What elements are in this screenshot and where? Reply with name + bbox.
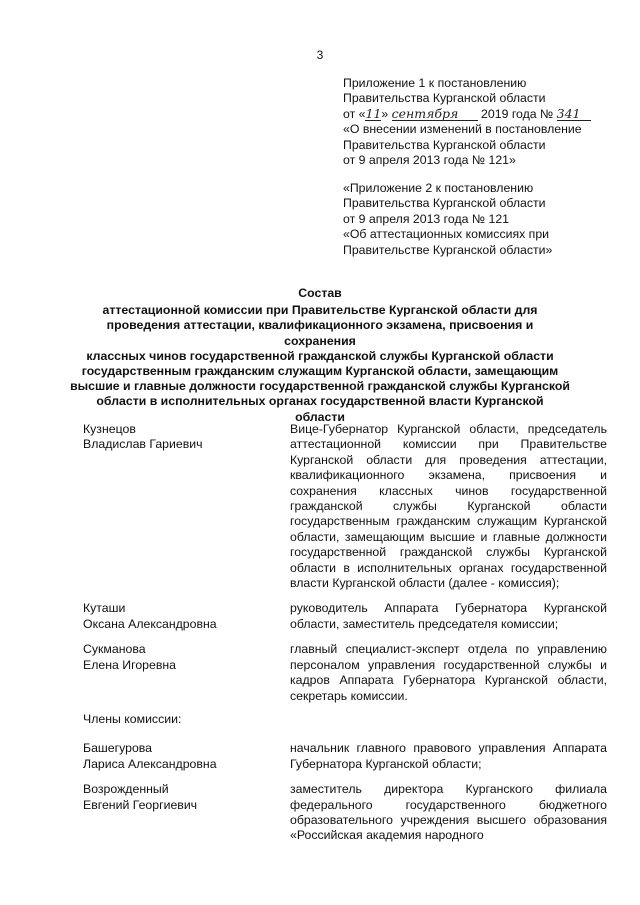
title-line1: Состав bbox=[298, 286, 342, 300]
member-surname: Кузнецов bbox=[83, 422, 136, 436]
title-line4: классных чинов государственной гражданской службы Курганской области bbox=[86, 348, 554, 363]
page-number: 3 bbox=[316, 48, 324, 62]
member-name bbox=[83, 782, 290, 844]
appendix-2-header bbox=[343, 181, 613, 258]
member-position: руководитель Аппарата Губернатора Курганской области, заместитель председателя комиссии; bbox=[290, 601, 607, 631]
members-label: Члены комиссии: bbox=[83, 711, 182, 726]
handwritten-day: 11 bbox=[365, 105, 382, 121]
member-given-name: Елена Игоревна bbox=[83, 657, 176, 672]
appendix-1-line4: «О внесении изменений в постановление bbox=[343, 122, 582, 137]
member-surname: Башегурова bbox=[83, 741, 153, 756]
member-row bbox=[83, 422, 607, 591]
appendix-1-line1: Приложение 1 к постановлению bbox=[343, 76, 527, 90]
member-name bbox=[83, 741, 290, 772]
appendix-2-line3: от 9 апреля 2013 года № 121 bbox=[343, 211, 510, 226]
member-given-name: Владислав Гариевич bbox=[83, 437, 203, 452]
member-row bbox=[83, 642, 607, 704]
title-line5: государственным гражданским служащим Курганской области, замещающим bbox=[81, 364, 559, 379]
date-mid: » bbox=[381, 106, 392, 121]
member-row bbox=[83, 601, 607, 632]
member-given-name: Евгений Георгиевич bbox=[83, 797, 198, 812]
document-title bbox=[70, 286, 570, 425]
title-line7: области в исполнительных органах государственной власти Курганской области bbox=[96, 394, 544, 424]
member-surname: Возрожденный bbox=[83, 782, 169, 797]
appendix-2-line2: Правительства Курганской области bbox=[343, 196, 546, 211]
member-position: главный специалист-эксперт отдела по управлению персоналом управления государственной службы и кадров Аппарата Губернатора Курганской области, секретарь комиссии. bbox=[290, 642, 607, 703]
appendix-2-line4: «Об аттестационных комиссиях при bbox=[343, 227, 550, 242]
member-position: начальник главного правового управления Аппарата Губернатора Курганской области; bbox=[290, 741, 607, 771]
member-position: заместитель директора Курганского филиала федерального государственного бюджетного образовательного учреждения высшего образования «Российская академия народного bbox=[290, 782, 607, 843]
appendix-2-line5: Правительстве Курганской области» bbox=[343, 242, 553, 257]
commission-members bbox=[83, 422, 607, 844]
date-year: 2019 года № bbox=[477, 106, 557, 121]
handwritten-month: сентября bbox=[392, 107, 478, 121]
member-surname: Куташи bbox=[83, 601, 126, 616]
title-line2: аттестационной комиссии при Правительстве Курганской области для bbox=[102, 303, 538, 318]
member-given-name: Оксана Александровна bbox=[83, 616, 217, 631]
appendix-1-line5: Правительства Курганской области bbox=[343, 137, 546, 152]
appendix-1-date-line bbox=[343, 107, 613, 122]
appendix-1-line6: от 9 апреля 2013 года № 121» bbox=[343, 153, 516, 168]
member-name bbox=[83, 642, 290, 704]
member-row bbox=[83, 782, 607, 844]
title-line6: высшие и главные должности государственной гражданской службы Курганской bbox=[70, 379, 570, 394]
member-name bbox=[83, 422, 290, 591]
member-name bbox=[83, 601, 290, 632]
handwritten-number: 341 bbox=[557, 107, 591, 121]
member-position: Вице-Губернатор Курганской области, председатель аттестационной комиссии при Правительстве Курганской области для проведения аттестации, квалификационного экзамена, присвоения и сохранения классных чинов государственной гражданской службы Курганской области государственным гражданским служащим Курганской области, замещающим высшие и главные должности государственной гражданской службы Курганской области в исполнительных органах государственной власти Курганской области (далее - комиссия); bbox=[290, 422, 607, 591]
appendix-1-header bbox=[343, 76, 613, 168]
date-prefix: от « bbox=[343, 106, 366, 121]
member-given-name: Лариса Александровна bbox=[83, 756, 217, 771]
appendix-1-line2: Правительства Курганской области bbox=[343, 91, 546, 106]
member-surname: Сукманова bbox=[83, 642, 146, 657]
appendix-2-line1: «Приложение 2 к постановлению bbox=[343, 181, 534, 195]
title-line3: проведения аттестации, квалификационного экзамена, присвоения и сохранения bbox=[106, 318, 534, 348]
member-row bbox=[83, 741, 607, 772]
